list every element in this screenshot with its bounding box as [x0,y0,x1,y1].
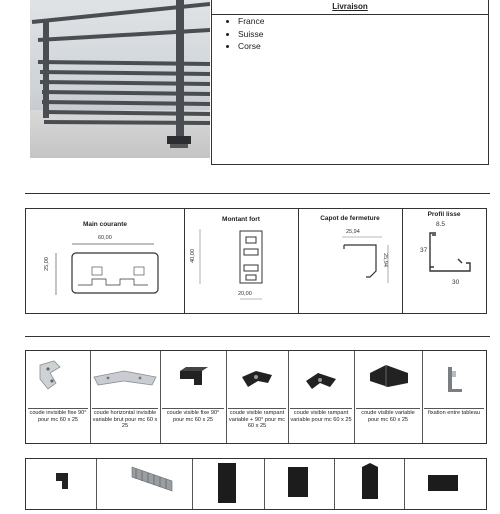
country-item: • Corse [238,40,264,53]
fixation-entre-tableau-image [422,351,486,406]
profile-main-courante [26,209,185,313]
accessory-label: coude visible rampant variable pour mc 60 x 25 [290,410,352,423]
country-item: • France [238,15,264,28]
country-item: • Suisse [238,28,264,41]
accessory-cell [26,351,91,443]
profile-title: Main courante [82,221,128,228]
grille-image [96,459,192,509]
profile-montant-fort [184,209,299,313]
accessory-cell [96,459,193,509]
accessory-label: coude visible variable pour mc 60 x 25 [356,408,420,423]
delivery-country-list [222,15,264,53]
dim-width: 60,00 [98,235,112,241]
section-divider [25,336,490,337]
accessories-table [25,350,487,444]
profile-title: Capot de fermeture [320,215,380,222]
railing-photo [30,0,210,158]
profile-lisse [402,209,486,313]
coude-visible-variable-image [354,351,422,406]
profil-lisse-drawing [402,209,486,313]
accessory-cell [404,459,486,509]
accessory-cell [422,351,486,443]
accessory-label: coude horizontal invisible variable brut pour mc 60 x 25 [92,410,158,430]
embout-noir-image [192,459,264,509]
accessory-cell [192,459,265,509]
profile-capot-fermeture [298,209,403,313]
coude-visible-rampant-90-image [226,351,288,406]
section-divider [25,193,490,194]
accessory-cell [90,351,161,443]
dim-height: 25,94 [381,253,388,267]
accessory-label: coude invisible fixe 90° pour mc 60 x 25 [29,410,87,423]
accessory-label: fixation entre tableau [424,408,484,417]
dim-width: 25,94 [346,229,360,235]
coude-visible-fixe-image [160,351,226,406]
dim-height: 25,00 [43,257,50,271]
dim-height: 37 [420,247,428,254]
accessory-label: coude visible fixe 90° pour mc 60 x 25 [162,408,224,423]
coude-invisible-fixe-image [26,351,90,406]
accessory-cell [264,459,335,509]
embout-noir-3-image [334,459,404,509]
profile-title: Profil lisse [427,211,461,218]
accessory-cell [160,351,227,443]
accessory-cell [288,351,355,443]
dim-width: 30 [452,279,460,286]
coude-visible-rampant-image [288,351,354,406]
coude-horizontal-image [90,351,160,406]
accessory-cell [334,459,405,509]
dim-width: 20,00 [238,291,252,297]
accessory-cell [226,351,289,443]
dim-top: 8.5 [436,221,446,228]
profiles-table [25,208,487,314]
accessories-table-2 [25,458,487,510]
accessory-cell [354,351,423,443]
accessory-label: coude visible rampant variable + 90° pour mc 60 x 25 [228,410,286,430]
main-courante-drawing [26,209,184,313]
railing-illustration [30,0,210,158]
delivery-box [211,0,489,165]
accessory-cell [26,459,97,509]
embout-image [26,459,96,509]
dim-height: 40,00 [189,249,196,263]
profile-title: Montant fort [222,216,260,223]
delivery-title: Livraison [212,0,488,15]
capot-drawing [298,209,402,313]
montant-fort-drawing [184,209,298,313]
embout-noir-4-image [404,459,486,509]
embout-noir-2-image [264,459,334,509]
